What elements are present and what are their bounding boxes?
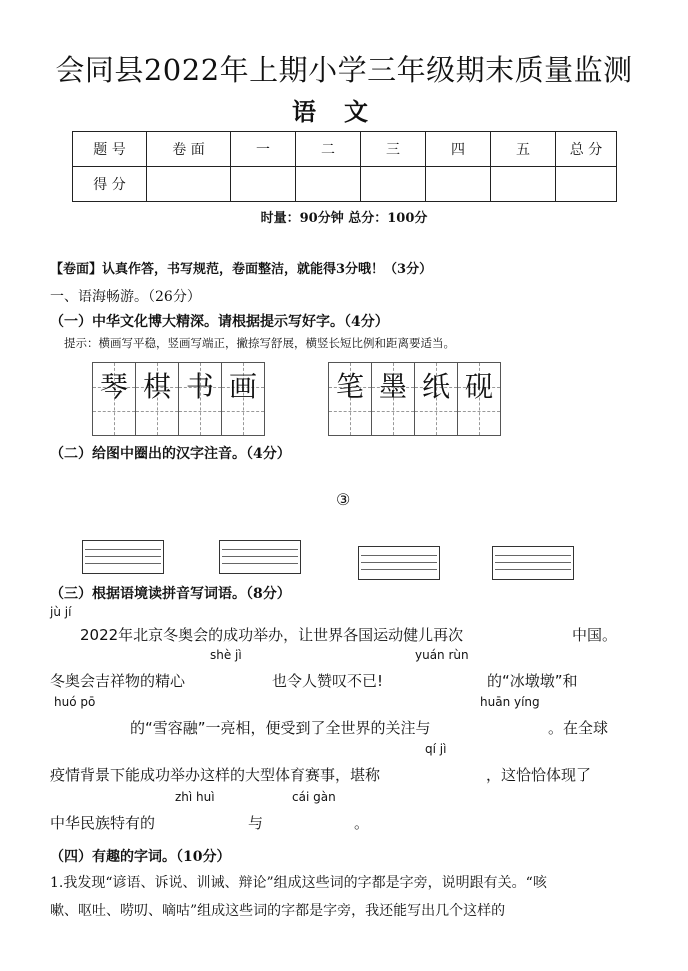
circle-number-label: ③ bbox=[336, 490, 351, 509]
pinyin-huo-po: huó pō bbox=[54, 695, 96, 709]
writing-grid-1 bbox=[92, 362, 265, 436]
part-4-question-line: 嗽、呕吐、唠叨、嘀咕”组成这些词的字都是字旁，我还能写出几个这样的 bbox=[50, 903, 506, 919]
score-input-cell[interactable] bbox=[426, 167, 491, 202]
score-header-cell: 一 bbox=[231, 132, 296, 167]
writing-grid-2 bbox=[328, 362, 501, 436]
score-input-cell[interactable] bbox=[147, 167, 231, 202]
exam-title: 会同县2022年上期小学三年级期末质量监测 bbox=[55, 53, 633, 87]
passage-line: 的“冰墩墩”和 bbox=[487, 672, 578, 690]
passage-line: ，这恰恰体现了 bbox=[486, 766, 592, 784]
score-table-header-row bbox=[73, 132, 617, 167]
subject-title: 语文 bbox=[292, 97, 396, 126]
score-input-cell[interactable] bbox=[296, 167, 361, 202]
model-character: 砚 bbox=[464, 370, 493, 403]
score-input-cell[interactable] bbox=[361, 167, 426, 202]
score-header-cell: 三 bbox=[361, 132, 426, 167]
score-table-score-row bbox=[73, 167, 617, 202]
part-4-title: （四）有趣的字词。（10分） bbox=[50, 849, 231, 865]
writing-cell[interactable] bbox=[458, 363, 500, 435]
model-character: 纸 bbox=[421, 370, 450, 403]
score-header-cell: 二 bbox=[296, 132, 361, 167]
pinyin-answer-box[interactable] bbox=[358, 546, 440, 580]
writing-cell[interactable] bbox=[179, 363, 222, 435]
pinyin-she-ji: shè jì bbox=[210, 648, 242, 662]
passage-line: 冬奥会吉祥物的精心 bbox=[50, 672, 186, 690]
writing-cell[interactable] bbox=[372, 363, 415, 435]
time-info: 时量：90分钟 总分：100分 bbox=[260, 211, 428, 226]
writing-cell[interactable] bbox=[329, 363, 372, 435]
passage-line: 与 bbox=[248, 814, 264, 832]
score-row-label: 得 分 bbox=[73, 167, 147, 202]
part-2-title: （二）给图中圈出的汉字注音。（4分） bbox=[50, 446, 291, 462]
part-4-question-line: 1.我发现“谚语、诉说、训诫、辩论”组成这些词的字都是字旁，说明跟有关。“咳 bbox=[50, 875, 547, 891]
model-character: 书 bbox=[185, 370, 214, 403]
score-table bbox=[72, 131, 617, 202]
part-3-title: （三）根据语境读拼音写词语。（8分） bbox=[50, 586, 291, 602]
model-character: 琴 bbox=[99, 370, 128, 403]
part-1-hint: 提示：横画写平稳，竖画写端正，撇捺写舒展，横竖长短比例和距离要适当。 bbox=[64, 336, 455, 350]
writing-cell[interactable] bbox=[222, 363, 264, 435]
pinyin-yuan-run: yuán rùn bbox=[415, 648, 469, 662]
score-input-cell[interactable] bbox=[491, 167, 556, 202]
score-header-cell: 总 分 bbox=[556, 132, 617, 167]
writing-cell[interactable] bbox=[93, 363, 136, 435]
passage-line: 2022年北京冬奥会的成功举办，让世界各国运动健儿再次 bbox=[80, 626, 464, 644]
passage-line: 中华民族特有的 bbox=[50, 814, 156, 832]
pinyin-cai-gan: cái gàn bbox=[292, 790, 336, 804]
writing-cell[interactable] bbox=[136, 363, 179, 435]
passage-line: 。 bbox=[354, 814, 370, 832]
model-character: 画 bbox=[228, 370, 257, 403]
score-header-cell: 四 bbox=[426, 132, 491, 167]
pinyin-answer-box[interactable] bbox=[82, 540, 164, 574]
section-1-title: 一、语海畅游。（26分） bbox=[50, 289, 201, 305]
passage-line: 中国。 bbox=[572, 626, 618, 644]
part-1-title: （一）中华文化博大精深。请根据提示写好字。（4分） bbox=[50, 314, 389, 330]
pinyin-huan-ying: huān yíng bbox=[480, 695, 540, 709]
passage-line: 疫情背景下能成功举办这样的大型体育赛事，堪称 bbox=[50, 766, 381, 784]
passage-line: 也令人赞叹不已! bbox=[272, 672, 384, 690]
score-header-cell: 卷 面 bbox=[147, 132, 231, 167]
model-character: 笔 bbox=[335, 370, 364, 403]
score-input-cell[interactable] bbox=[556, 167, 617, 202]
pinyin-zhi-hui: zhì huì bbox=[175, 790, 215, 804]
pinyin-ju-ji: jù jí bbox=[50, 605, 72, 619]
model-character: 墨 bbox=[378, 370, 407, 403]
score-header-cell: 五 bbox=[491, 132, 556, 167]
passage-line: 。在全球 bbox=[548, 719, 609, 737]
pinyin-qi-ji: qí jì bbox=[425, 742, 447, 756]
score-input-cell[interactable] bbox=[231, 167, 296, 202]
model-character: 棋 bbox=[142, 370, 171, 403]
writing-cell[interactable] bbox=[415, 363, 458, 435]
juanmian-instruction: 【卷面】认真作答，书写规范，卷面整洁，就能得3分哦！（3分） bbox=[50, 262, 433, 277]
pinyin-answer-box[interactable] bbox=[492, 546, 574, 580]
score-header-cell: 题 号 bbox=[73, 132, 147, 167]
pinyin-answer-box[interactable] bbox=[219, 540, 301, 574]
passage-line: 的“雪容融”一亮相，便受到了全世界的关注与 bbox=[130, 719, 431, 737]
